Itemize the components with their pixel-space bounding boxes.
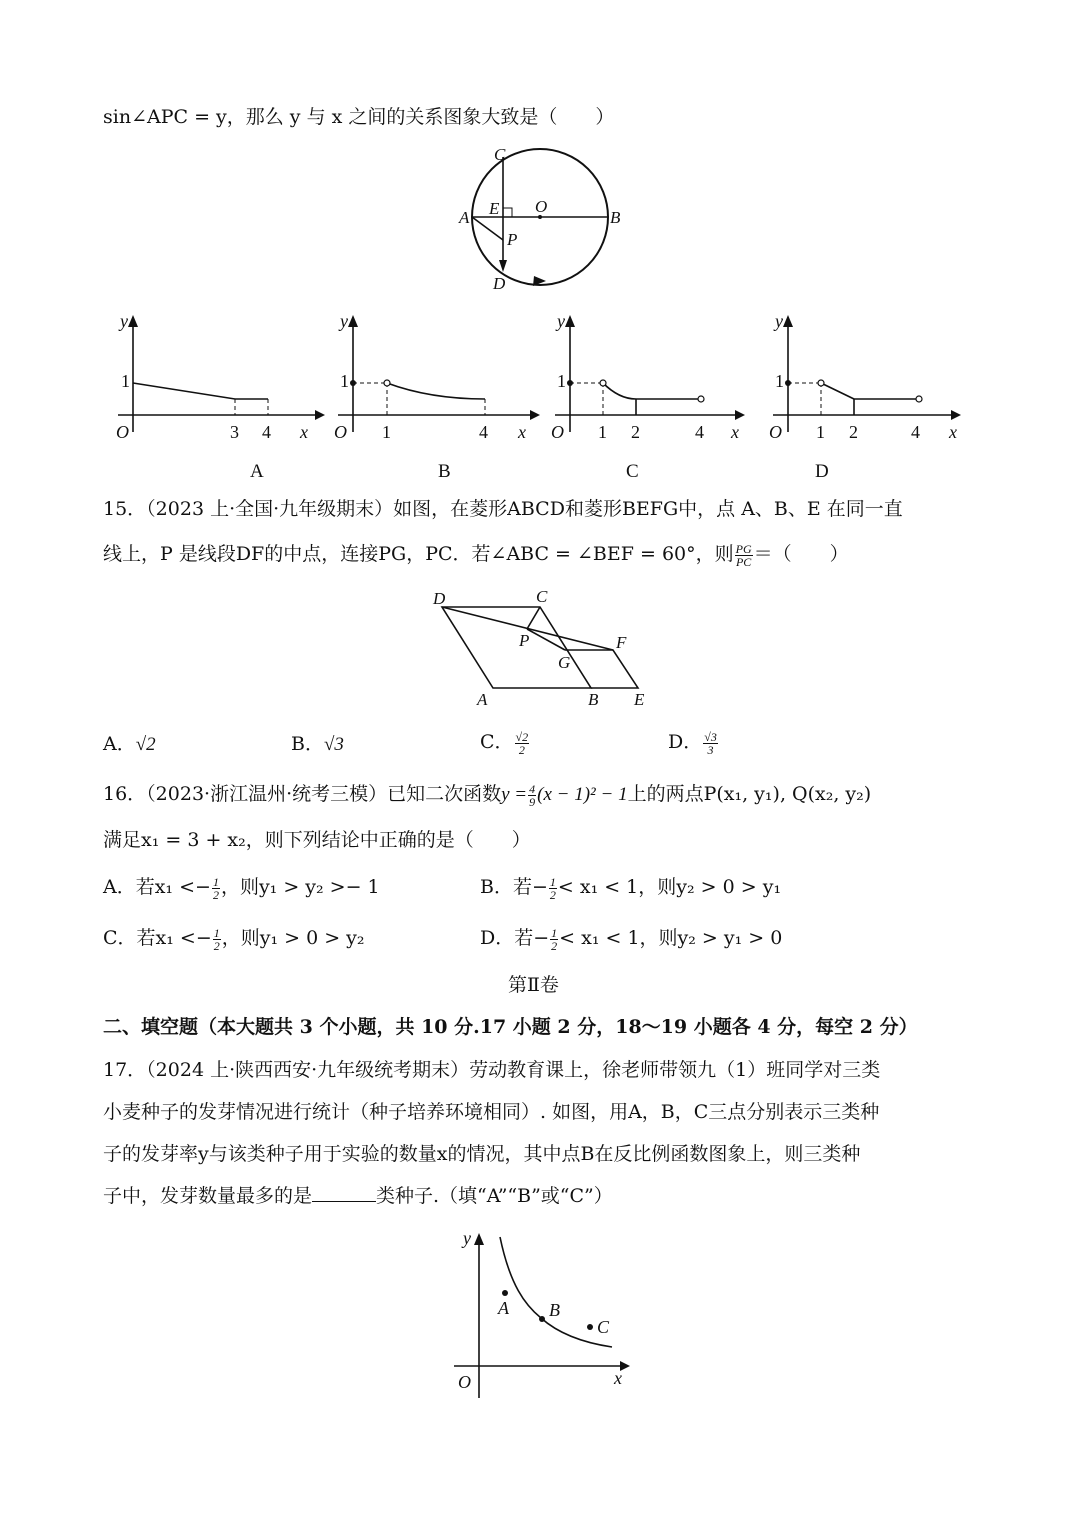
graph-B-tick-4: 4 xyxy=(479,422,488,442)
q17-label-B: B xyxy=(549,1300,560,1320)
q15-option-a-value: √2 xyxy=(135,734,156,755)
q17-label-O: O xyxy=(458,1372,471,1392)
graph-A-origin: O xyxy=(116,422,129,442)
q15-option-b-key: B． xyxy=(291,733,324,755)
graph-B-x: x xyxy=(518,422,526,442)
q15-label-D: D xyxy=(433,589,446,608)
q17-label-C: C xyxy=(597,1317,610,1337)
q16-line2: 满足x₁ = 3 + x₂，则下列结论中正确的是（ ） xyxy=(103,829,531,851)
q16-func-num: 4 xyxy=(529,781,536,796)
graph-A-tick-y: 1 xyxy=(121,371,130,391)
graph-D-tick-4: 4 xyxy=(911,422,920,442)
q15-ratio-den: PC xyxy=(735,554,752,569)
q16-func-den: 9 xyxy=(529,794,536,809)
graph-A-label: A xyxy=(250,461,264,482)
q16-option-c-half-den: 2 xyxy=(213,938,220,953)
q17-line4-post: 类种子.（填“A”“B”或“C”） xyxy=(376,1185,613,1207)
q15-option-c-den: 2 xyxy=(518,742,525,757)
graph-C-tick-1: 1 xyxy=(598,422,607,442)
graph-A-x: x xyxy=(300,422,308,442)
graph-D-origin: O xyxy=(769,422,782,442)
q17-label-x: x xyxy=(614,1368,622,1388)
q16-option-d-post: < x₁ < 1，则y₂ > y₁ > 0 xyxy=(559,927,783,949)
q16-option-d-pre: D．若− xyxy=(480,927,550,949)
graph-D-label: D xyxy=(815,461,829,482)
q16-line1-post: 上的两点P(x₁, y₁), Q(x₂, y₂) xyxy=(627,783,872,805)
q16-func-y: y = xyxy=(501,784,528,805)
q15-label-C: C xyxy=(536,587,548,606)
q16-option-b-half-den: 2 xyxy=(549,887,556,902)
graph-A-tick-4: 4 xyxy=(262,422,271,442)
q15-ratio-num: PG xyxy=(735,541,752,556)
q16-func-rest: (x − 1)² − 1 xyxy=(537,784,628,805)
graph-A-tick-3: 3 xyxy=(230,422,239,442)
q15-label-P: P xyxy=(519,631,530,650)
q15-line2-pre: 线上，P 是线段DF的中点，连接PG，PC．若∠ABC = ∠BEF = 60°，则 xyxy=(103,543,734,565)
q16-option-c-pre: C．若x₁ <− xyxy=(103,927,212,949)
q16-option-a-half-den: 2 xyxy=(212,887,219,902)
q16-line1-pre: 16．（2023·浙江温州·统考三模）已知二次函数 xyxy=(103,783,502,805)
graph-B-label: B xyxy=(438,461,451,482)
q15-option-d-num: √3 xyxy=(704,729,717,744)
q15-label-G: G xyxy=(558,653,571,672)
q15-option-d-key: D． xyxy=(668,731,703,753)
q16-option-a-half-num: 1 xyxy=(212,874,219,889)
graph-C-origin: O xyxy=(551,422,564,442)
graph-B-tick-1: 1 xyxy=(382,422,391,442)
q15-label-E: E xyxy=(634,690,645,709)
q15-option-a-key: A． xyxy=(103,733,136,755)
q16-option-c-half-num: 1 xyxy=(213,925,220,940)
q15-option-c-num: √2 xyxy=(515,729,529,744)
q15-label-A: A xyxy=(477,690,488,709)
q16-option-c-post: ，则y₁ > 0 > y₂ xyxy=(221,927,365,949)
graph-A-y: y xyxy=(120,311,128,331)
q16-option-b-pre: B．若− xyxy=(480,876,548,898)
label-E: E xyxy=(489,199,500,218)
graph-D-x: x xyxy=(949,422,957,442)
graph-C-tick-4: 4 xyxy=(695,422,704,442)
label-O: O xyxy=(535,197,548,216)
q17-line2: 小麦种子的发芽情况进行统计（种子培养环境相同）. 如图，用A，B，C三点分别表示三类种 xyxy=(103,1101,880,1123)
graph-D-y: y xyxy=(775,311,783,331)
q16-option-a-pre: A．若x₁ <− xyxy=(103,876,211,898)
label-C: C xyxy=(494,145,506,164)
q17-line3: 子的发芽率y与该类种子用于实验的数量x的情况，其中点B在反比例函数图象上，则三类种 xyxy=(103,1143,861,1165)
q16-option-b-half-num: 1 xyxy=(549,874,556,889)
q16-option-d-half-num: 1 xyxy=(551,925,558,940)
q15-option-b-value: √3 xyxy=(323,734,344,755)
q16-option-b-post: < x₁ < 1，则y₂ > 0 > y₁ xyxy=(557,876,782,898)
q17-label-A: A xyxy=(498,1298,509,1318)
graph-D-tick-2: 2 xyxy=(849,422,858,442)
q16-option-d-half-den: 2 xyxy=(551,938,558,953)
q17-line1: 17．（2024 上·陕西西安·九年级统考期末）劳动教育课上，徐老师带领九（1）班同学对三类 xyxy=(103,1059,881,1081)
graph-B-tick-y: 1 xyxy=(340,371,349,391)
q15-label-B: B xyxy=(588,690,599,709)
graph-D-tick-y: 1 xyxy=(775,371,784,391)
label-P: P xyxy=(507,230,518,249)
q15-option-c-key: C． xyxy=(480,731,514,753)
label-A: A xyxy=(459,208,470,227)
q15-line1: 15．（2023 上·全国·九年级期末）如图，在菱形ABCD和菱形BEFG中，点 A、B、E 在同一直 xyxy=(103,498,903,520)
graph-B-origin: O xyxy=(334,422,347,442)
q16-option-a-post: ，则y₁ > y₂ >− 1 xyxy=(220,876,380,898)
q17-label-y: y xyxy=(463,1228,471,1248)
q15-label-F: F xyxy=(616,633,627,652)
graph-B-y: y xyxy=(340,311,348,331)
graph-C-y: y xyxy=(557,311,565,331)
graph-C-label: C xyxy=(626,461,639,482)
q15-option-d-den: 3 xyxy=(707,742,714,757)
section-title: 第Ⅱ卷 xyxy=(508,974,559,996)
fill-section-header: 二、填空题（本大题共 3 个小题，共 10 分.17 小题 2 分，18～19 小题各 4 分，每空 2 分） xyxy=(103,1016,918,1038)
graph-C-tick-2: 2 xyxy=(631,422,640,442)
q14-stem: sin∠APC = y，那么 y 与 x 之间的关系图象大致是（ ） xyxy=(103,106,615,128)
q15-line2-post: ＝（ ） xyxy=(753,543,849,565)
graph-D-tick-1: 1 xyxy=(816,422,825,442)
graph-C-tick-y: 1 xyxy=(557,371,566,391)
q17-line4-pre: 子中，发芽数量最多的是 xyxy=(103,1185,313,1207)
graph-C-x: x xyxy=(731,422,739,442)
label-D: D xyxy=(493,274,506,293)
label-B: B xyxy=(610,208,621,227)
